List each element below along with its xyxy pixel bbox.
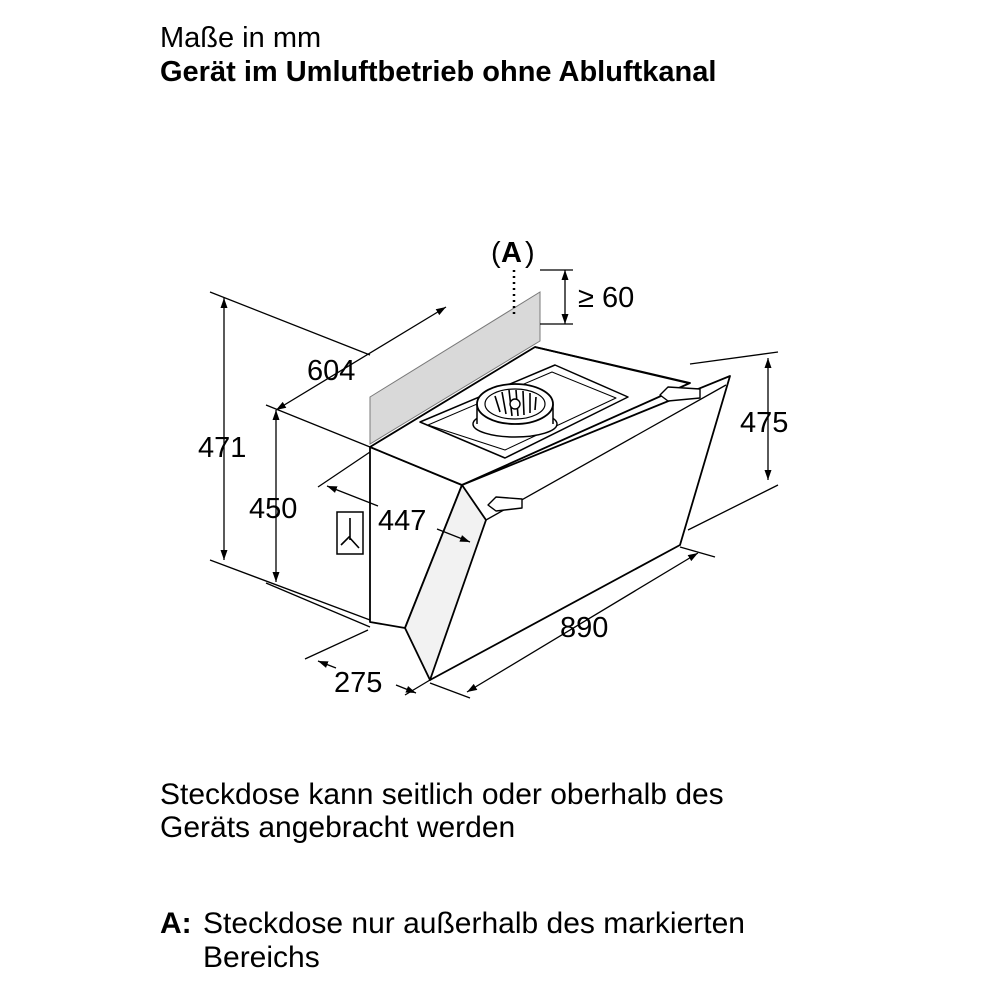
svg-text:): ) [525,237,535,269]
dimension-475: 475 [740,407,789,439]
dimension-604: 604 [307,355,356,387]
page-title: Gerät im Umluftbetrieb ohne Abluftkanal [160,56,717,88]
dimension-clearance: ≥ 60 [578,282,635,314]
units-caption: Maße in mm [160,22,322,54]
note-line-2: Geräts angebracht werden [160,811,516,844]
svg-text:(: ( [491,237,501,269]
dimension-447: 447 [378,505,427,537]
dimension-275: 275 [334,667,383,699]
legend-line-1: Steckdose nur außerhalb des markierten [203,907,745,940]
dimension-450: 450 [249,493,298,525]
legend-key: A: [160,907,192,940]
dimension-471: 471 [198,432,247,464]
note-line-1: Steckdose kann seitlich oder oberhalb des [160,778,724,811]
dimension-890: 890 [560,612,609,644]
socket-icon [337,512,363,554]
marker-letter: A [501,237,522,269]
legend-line-2: Bereichs [203,941,320,974]
marker-label-a [491,237,535,269]
fan-outlet-icon [473,384,557,437]
